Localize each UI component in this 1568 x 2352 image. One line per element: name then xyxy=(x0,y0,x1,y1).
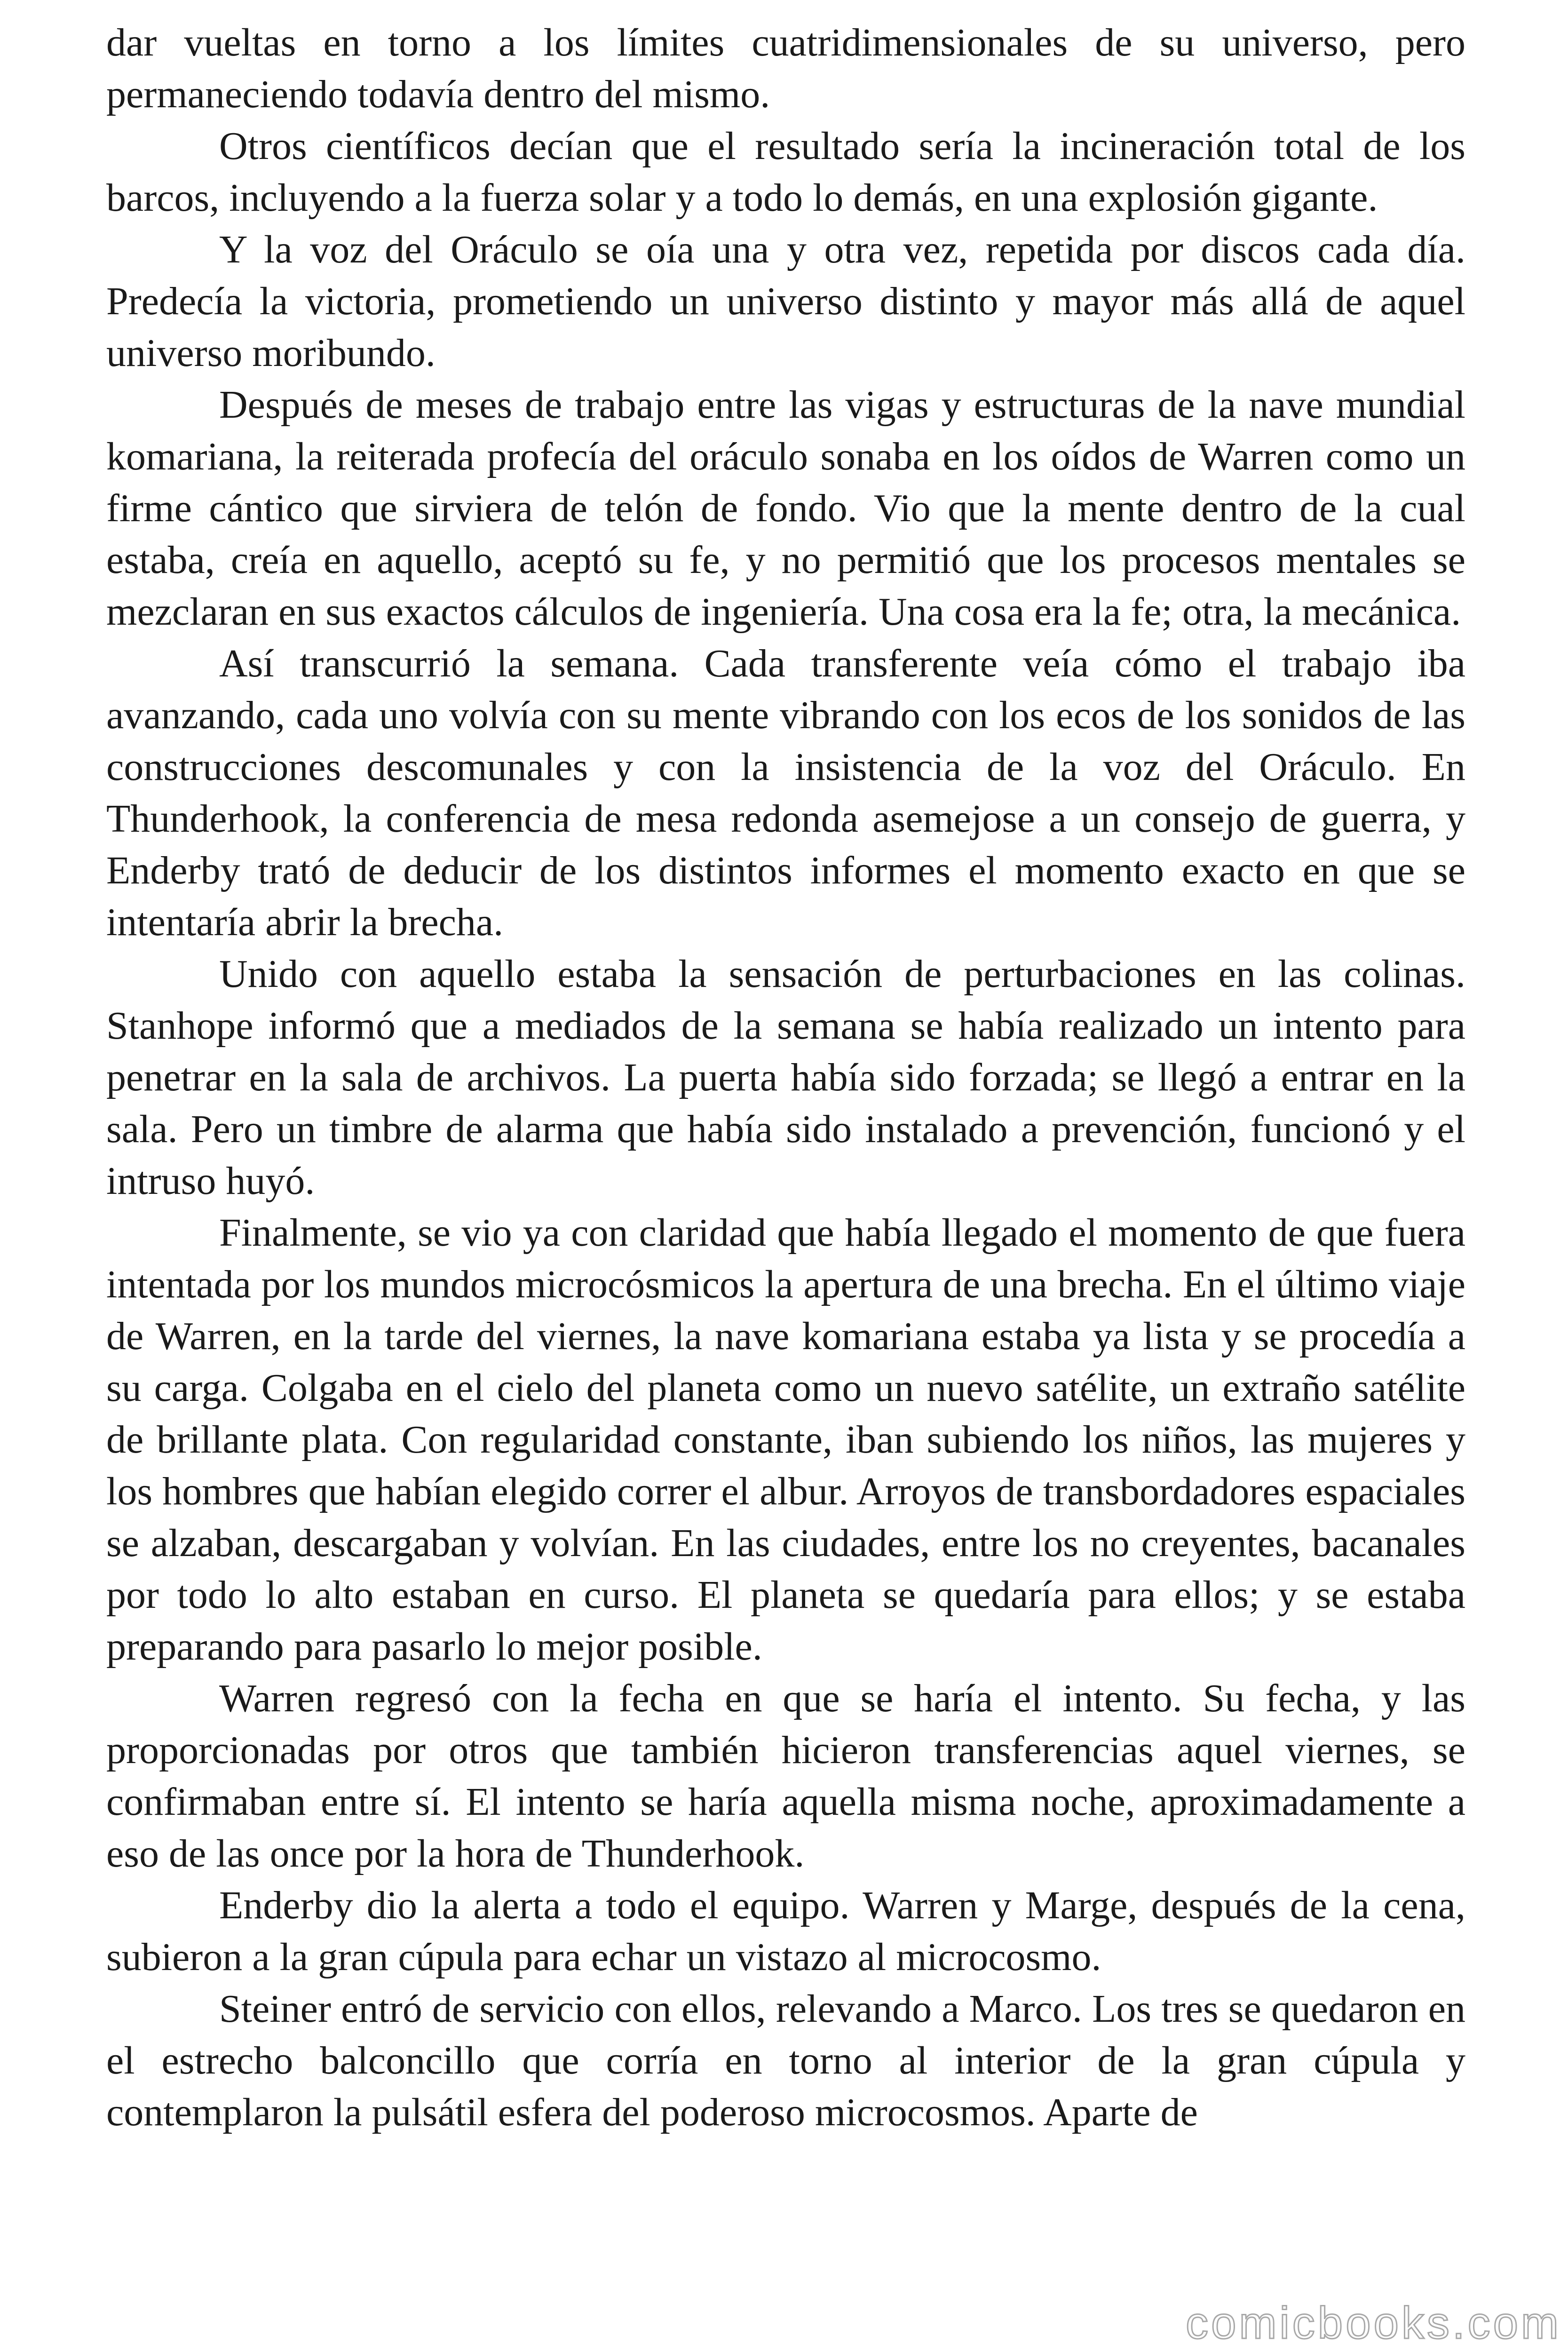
book-page xyxy=(106,17,1465,2322)
site-watermark: comicbooks.com xyxy=(1186,2298,1561,2348)
paragraph-3: Y la voz del Oráculo se oía una y otra vez, repetida por discos cada día. Predecía la victoria, prometiendo un universo distinto y mayor más allá de aquel universo moribundo. xyxy=(106,228,1465,375)
paragraph-9: Enderby dio la alerta a todo el equipo. Warren y Marge, después de la cena, subieron a la gran cúpula para echar un vistazo al microcosmo. xyxy=(106,1883,1465,1979)
paragraph-1: dar vueltas en torno a los límites cuatridimensionales de su universo, pero permaneciendo todavía dentro del mismo. xyxy=(106,21,1465,116)
paragraph-4: Después de meses de trabajo entre las vigas y estructuras de la nave mundial komariana, la reiterada profecía del oráculo sonaba en los oídos de Warren como un firme cántico que sirviera de telón de fondo. Vio que la mente dentro de la cual estaba, creía en aquello, aceptó su fe, y no permitió que los procesos mentales se mezclaran en sus exactos cálculos de ingeniería. Una cosa era la fe; otra, la mecánica. xyxy=(106,383,1465,634)
paragraph-2: Otros científicos decían que el resultado sería la incineración total de los barcos, incluyendo a la fuerza solar y a todo lo demás, en una explosión gigante. xyxy=(106,124,1465,220)
paragraph-10: Steiner entró de servicio con ellos, relevando a Marco. Los tres se quedaron en el estrecho balconcillo que corría en torno al interior de la gran cúpula y contemplaron la pulsátil esfera del poderoso microcosmos. Aparte de xyxy=(106,1987,1465,2134)
paragraph-8: Warren regresó con la fecha en que se haría el intento. Su fecha, y las proporcionadas por otros que también hicieron transferencias aquel viernes, se confirmaban entre sí. El intento se haría aquella misma noche, aproximadamente a eso de las once por la hora de Thunderhook. xyxy=(106,1677,1465,1875)
paragraph-7: Finalmente, se vio ya con claridad que había llegado el momento de que fuera intentada por los mundos microcósmicos la apertura de una brecha. En el último viaje de Warren, en la tarde del viernes, la nave komariana estaba ya lista y se procedía a su carga. Colgaba en el cielo del planeta como un nuevo satélite, un extraño satélite de brillante plata. Con regularidad constante, iban subiendo los niños, las mujeres y los hombres que habían elegido correr el albur. Arroyos de transbordadores espaciales se alzaban, descargaban y volvían. En las ciudades, entre los no creyentes, bacanales por todo lo alto estaban en curso. El planeta se quedaría para ellos; y se estaba preparando para pasarlo lo mejor posible. xyxy=(106,1211,1465,1669)
paragraph-6: Unido con aquello estaba la sensación de perturbaciones en las colinas. Stanhope informó que a mediados de la semana se había realizado un intento para penetrar en la sala de archivos. La puerta había sido forzada; se llegó a entrar en la sala. Pero un timbre de alarma que había sido instalado a prevención, funcionó y el intruso huyó. xyxy=(106,952,1465,1203)
paragraph-5: Así transcurrió la semana. Cada transferente veía cómo el trabajo iba avanzando, cada uno volvía con su mente vibrando con los ecos de los sonidos de las construcciones descomunales y con la insistencia de la voz del Oráculo. En Thunderhook, la conferencia de mesa redonda asemejose a un consejo de guerra, y Enderby trató de deducir de los distintos informes el momento exacto en que se intentaría abrir la brecha. xyxy=(106,642,1465,944)
